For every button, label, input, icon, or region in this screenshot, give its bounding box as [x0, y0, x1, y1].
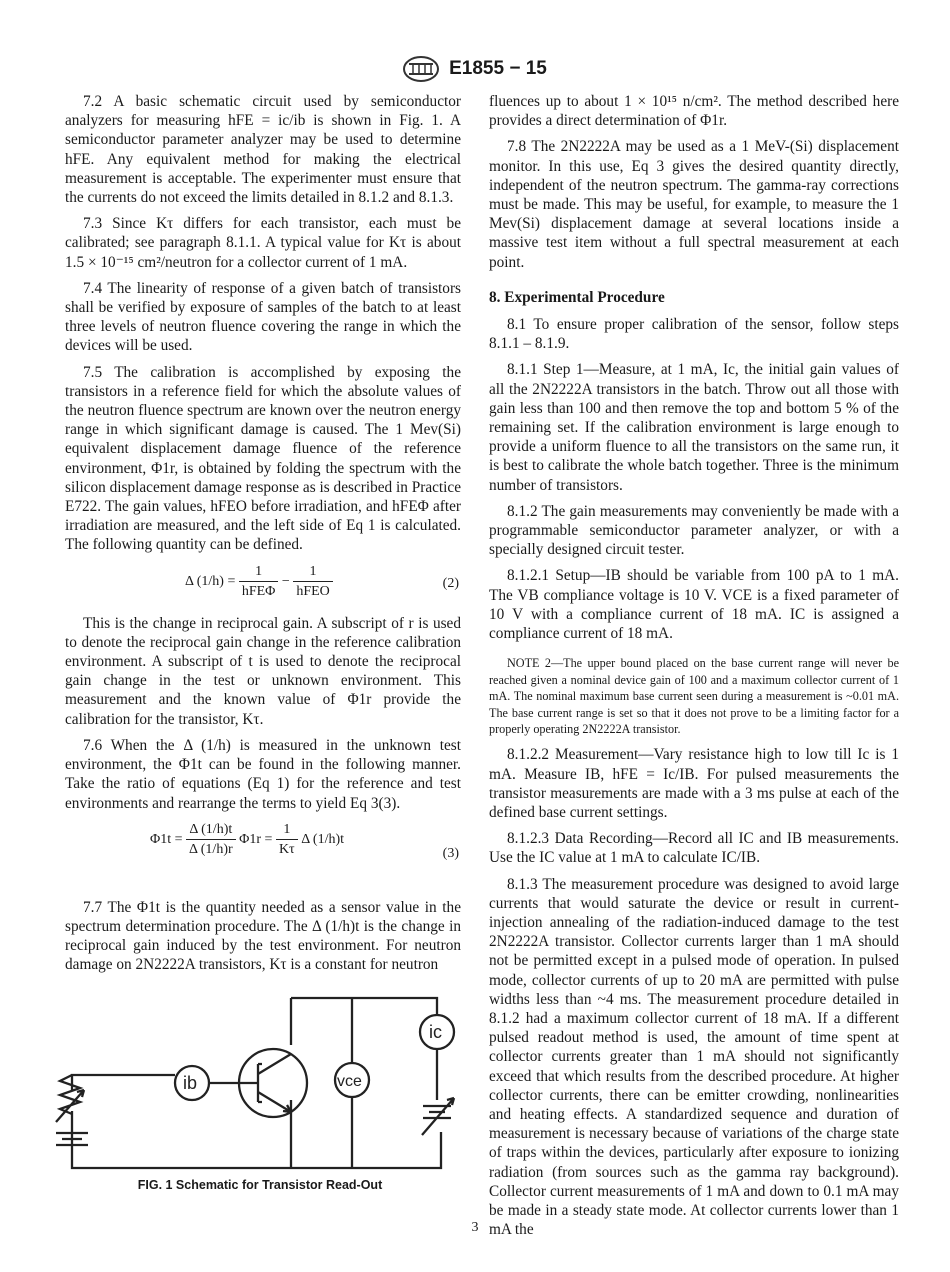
astm-logo-icon [403, 56, 439, 82]
paragraph-7-4: 7.4 The linearity of response of a given batch of transistors shall be verified by exposure of samples of the batch to at least three levels of neutron fluence covering the range in which the devices will be used. [65, 279, 461, 355]
standard-designation: E1855 − 15 [449, 58, 547, 79]
eq2-n1: 1 [239, 562, 279, 582]
left-column [65, 92, 461, 982]
eq3-rhs: Δ (1/h)t [301, 831, 345, 847]
paragraph-7-2: 7.2 A basic schematic circuit used by semiconductor analyzers for measuring hFE = ic/ib is shown in Fig. 1. A semiconductor parameter analyzer may be used to determine hFE. Any equivalent method for making the electrical measurement is acceptable. The experimenter must ensure that the currents do not exceed the limits detailed in 8.1.2 and 8.1.3. [65, 93, 461, 207]
paragraph-8-1-2-3: 8.1.2.3 Data Recording—Record all IC and IB measurements. Use the IC value at 1 mA to calculate IC/IB. [489, 830, 899, 867]
eq2-minus: − [281, 573, 290, 589]
eq2-n2: 1 [293, 562, 332, 582]
figure-caption: FIG. 1 Schematic for Transistor Read-Out [137, 1178, 383, 1192]
eq3-lhs: Φ1t = [150, 831, 183, 847]
equation-number: (3) [442, 845, 459, 861]
paragraph-8-1-2: 8.1.2 The gain measurements may conveniently be made with a programmable semiconductor parameter analyzer, or with a specially designed circuit tester. [489, 502, 899, 559]
note-2: NOTE 2—The upper bound placed on the base current range will never be reached given a nominal device gain of 100 and a maximum collector current of 1 mA. The nominal maximum base current seen during a measurement is ~0.01 mA. The base current range is set so that it does not prove to be a limiting factor for a properly operating 2N2222A transistor. [489, 656, 899, 736]
paragraph-7-6: 7.6 When the Δ (1/h) is measured in the unknown test environment, the Φ1t can be found in the following manner. Take the ratio of equations (Eq 1) for the reference and test environments and rearrange the terms to yield Eq 3(3). [65, 736, 461, 812]
paragraph-8-1-2-2: 8.1.2.2 Measurement—Vary resistance high to low till Ic is 1 mA. Measure IB, hFE = Ic/IB. For pulsed measurements the transistor measurements are made with a 3 ms pulse at each of the defined base current settings. [489, 746, 899, 821]
eq3-kn: 1 [276, 820, 298, 840]
eq3-top: Δ (1/h)t [186, 820, 236, 840]
paragraph-8-1-3: 8.1.3 The measurement procedure was designed to avoid large currents that would saturate the device or result in current-injection annealing of the radiation-induced damage to the test 2N2222A transistor. Collector currents larger than 1 mA should not be permitted except in a pulsed mode of operation. In pulsed mode, collector currents of up to 20 mA are permitted with pulse widths less than ~4 ms. The measurement procedure detailed in 8.1.2 had a maximum collector current of 18 mA. If a different pulsed readout method is used, the amount of time spent at collector currents greater than 1 mA should not significantly exceed that which results from the described procedure. At higher collector currents, there can be emitter crowding, nonlinearities and heating effects. A standardized sequence and duration of measurement is necessary because of variations of the charge state of traps within the devices, particularly after exposure to ionizing radiation (from sources such as the gamma ray background). Collector current measurements of 1 mA and down to 0.1 mA may be made in a steady state mode. At collector currents lower than 1 mA the [489, 875, 899, 1239]
eq2-lhs: Δ (1/h) = [185, 573, 236, 589]
variable-resistor-icon [56, 1075, 84, 1122]
equation-3 [65, 820, 461, 890]
paragraph-7-5: 7.5 The calibration is accomplished by exposing the transistors in a reference field for which the absolute values of the neutron fluence spectrum are known over the neutron energy range in which significant damage is caused. The 1 Mev(Si) equivalent displacement damage fluence of the reference environment, Φ1r, is obtained by folding the spectrum with the silicon displacement damage response as is described in Practice E722. The gain values, hFEO before irradiation, and hFEΦ after irradiation are measured, and the left side of Eq 1 is calculated. The following quantity can be defined. [65, 363, 461, 554]
vce-label: vce [337, 1073, 362, 1090]
equation-2 [65, 562, 461, 606]
page-number: 3 [471, 1220, 479, 1235]
paragraph-fluences: fluences up to about 1 × 10¹⁵ n/cm². The method described here provides a direct determination of Φ1r. [489, 93, 899, 130]
section-heading: 8. Experimental Procedure [489, 288, 665, 306]
eq2-d1: hFEΦ [241, 583, 276, 599]
ic-label: ic [429, 1022, 442, 1042]
paragraph-7-3: 7.3 Since Kτ differs for each transistor, each must be calibrated; see paragraph 8.1.1. A typical value for Kτ is about 1.5 × 10⁻¹⁵ cm²/neutron for a collector current of 1 mA. [65, 215, 461, 271]
paragraph-8-1-1: 8.1.1 Step 1—Measure, at 1 mA, Ic, the initial gain values of all the 2N2222A transistors in the batch. Throw out all those with gain less than 100 and then remove the top and bottom 5 % of the remaining set. If the calibration environment is large enough to provide a uniform fluence to all the transistors on the same run, it is best to calibrate the whole batch together. Three is the minimum number of transistors. [489, 361, 899, 494]
right-column [489, 92, 899, 1246]
paragraph-8-1-2-1: 8.1.2.1 Setup—IB should be variable from 100 pA to 1 mA. The VB compliance voltage is 10 V. VCE is a fixed parameter of 10 V with a compliance current of 18 mA. IC is assigned a compliance current of 18 mA. [489, 567, 899, 643]
battery-right-variable-icon [422, 1098, 454, 1135]
paragraph-8-1: 8.1 To ensure proper calibration of the sensor, follow steps 8.1.1 – 8.1.9. [489, 316, 899, 353]
transistor-schematic [40, 990, 480, 1205]
paragraph-reciprocal-gain: This is the change in reciprocal gain. A subscript of r is used to denote the reciprocal gain change in the reference calibration environment. A subscript of t is used to denote the reciprocal gain change in the test or unknown environment. This measurement and the known value of Φ1r provide the calibration for the transistor, Kτ. [65, 614, 461, 728]
page-header [0, 56, 950, 82]
eq3-mid: Φ1r = [239, 831, 273, 847]
eq3-bottom: Δ (1/h)r [189, 841, 233, 857]
ib-label: ib [183, 1073, 198, 1093]
paragraph-7-7: 7.7 The Φ1t is the quantity needed as a sensor value in the spectrum determination procedure. The Δ (1/h)t is the change in reciprocal gain induced by the test environment. For neutron damage on 2N2222A transistors, Kτ is a constant for neutron [65, 898, 461, 974]
paragraph-7-8: 7.8 The 2N2222A may be used as a 1 MeV-(Si) displacement monitor. In this use, Eq 3 gives the desired quantity directly, independent of the neutron spectrum. The gamma-ray corrections must be made. This may be useful, for example, to measure the 1 Mev(Si) displacement damage at several locations inside a massive test item without a full spectral measurement at each point. [489, 138, 899, 271]
equation-number: (2) [442, 575, 459, 591]
eq2-d2: hFEO [296, 583, 330, 599]
eq3-kd: Kτ [278, 841, 295, 857]
